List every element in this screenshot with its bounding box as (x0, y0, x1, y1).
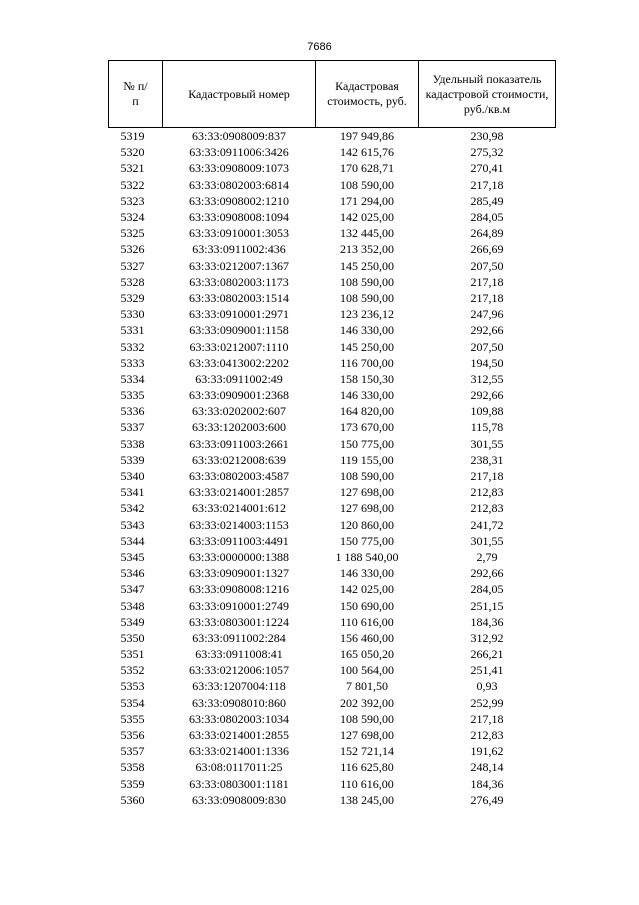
cadastral-number: 63:33:0212008:639 (191, 452, 286, 467)
unit-value: 301,55 (470, 436, 504, 451)
unit-value: 2,79 (476, 549, 498, 564)
cadastral-number: 63:33:0214001:612 (191, 501, 286, 516)
cadastral-value: 197 949,86 (340, 129, 394, 144)
cadastral-value: 132 445,00 (340, 226, 394, 241)
row-number: 5336 (120, 404, 145, 419)
table-row (109, 711, 556, 727)
table-row (109, 419, 556, 435)
row-number: 5359 (120, 776, 145, 791)
cadastral-value: 108 590,00 (340, 469, 394, 484)
row-number: 5326 (120, 242, 145, 257)
table-row (109, 695, 556, 711)
row-number: 5353 (120, 679, 145, 694)
cadastral-value: 158 150,30 (340, 371, 394, 386)
table-header (109, 61, 556, 128)
unit-value: 230,98 (470, 129, 504, 144)
row-number: 5340 (120, 469, 145, 484)
cadastral-number: 63:33:0909001:1327 (188, 566, 289, 581)
unit-value: 284,05 (470, 210, 504, 225)
row-number: 5329 (120, 290, 145, 305)
table-row (109, 662, 556, 678)
unit-value: 217,18 (470, 469, 504, 484)
row-number: 5334 (120, 371, 145, 386)
cadastral-value: 127 698,00 (340, 728, 394, 743)
cadastral-value: 150 775,00 (340, 533, 394, 548)
unit-value: 292,66 (470, 566, 504, 581)
cadastral-value: 142 025,00 (340, 582, 394, 597)
header-cadastral-number: Кадастровый номер (163, 61, 316, 128)
table-row (109, 468, 556, 484)
cadastral-number: 63:33:0202002:607 (191, 404, 286, 419)
table-row (109, 322, 556, 338)
row-number: 5356 (120, 728, 145, 743)
table-row (109, 517, 556, 533)
row-number: 5325 (120, 226, 145, 241)
table-row (109, 387, 556, 403)
cadastral-number: 63:33:0214001:2855 (188, 728, 289, 743)
cadastral-number: 63:33:0413002:2202 (188, 355, 289, 370)
cadastral-value: 150 775,00 (340, 436, 394, 451)
row-number: 5330 (120, 307, 145, 322)
cadastral-value: 152 721,14 (340, 744, 394, 759)
row-number: 5324 (120, 210, 145, 225)
unit-value: 312,92 (470, 630, 504, 645)
unit-value: 212,83 (470, 501, 504, 516)
cadastral-number: 63:33:0911002:284 (192, 630, 286, 645)
table-body (109, 128, 556, 808)
unit-value: 212,83 (470, 728, 504, 743)
table-row (109, 274, 556, 290)
page-number: 7686 (307, 41, 332, 53)
cadastral-value: 150 690,00 (340, 598, 394, 613)
unit-value: 184,36 (470, 614, 504, 629)
unit-value: 266,21 (470, 647, 504, 662)
cadastral-value: 142 025,00 (340, 210, 394, 225)
cadastral-number: 63:33:0908002:1210 (188, 193, 289, 208)
cadastral-value: 108 590,00 (340, 274, 394, 289)
table-row (109, 597, 556, 613)
table-row (109, 436, 556, 452)
table-row (109, 225, 556, 241)
cadastral-number: 63:33:0910001:3053 (188, 226, 289, 241)
cadastral-number: 63:33:0212007:1110 (189, 339, 289, 354)
cadastral-value: 108 590,00 (340, 711, 394, 726)
cadastral-number: 63:33:0802003:6814 (188, 177, 289, 192)
row-number: 5335 (120, 388, 145, 403)
unit-value: 115,78 (470, 420, 504, 435)
unit-value: 266,69 (470, 242, 504, 257)
table-row (109, 258, 556, 274)
header-num: № п/п (109, 61, 163, 128)
cadastral-number: 63:33:0908008:1094 (188, 210, 289, 225)
table-row (109, 290, 556, 306)
table-row (109, 128, 556, 145)
cadastral-number: 63:33:0212007:1367 (188, 258, 289, 273)
cadastral-value: 145 250,00 (340, 339, 394, 354)
unit-value: 0,93 (476, 679, 498, 694)
cadastral-number: 63:33:0911008:41 (195, 647, 283, 662)
cadastral-number: 63:33:0802003:1173 (189, 274, 289, 289)
cadastral-number: 63:33:0803001:1181 (189, 776, 289, 791)
unit-value: 184,36 (470, 776, 504, 791)
row-number: 5323 (120, 193, 145, 208)
cadastral-number: 63:33:0908009:837 (191, 129, 286, 144)
unit-value: 247,96 (470, 307, 504, 322)
row-number: 5348 (120, 598, 145, 613)
row-number: 5352 (120, 663, 145, 678)
table-row (109, 533, 556, 549)
row-number: 5351 (120, 647, 145, 662)
row-number: 5355 (120, 711, 145, 726)
cadastral-value: 156 460,00 (340, 630, 394, 645)
table-row (109, 452, 556, 468)
cadastral-number: 63:33:0909001:1158 (189, 323, 289, 338)
row-number: 5358 (120, 760, 145, 775)
cadastral-number: 63:33:0911002:436 (192, 242, 286, 257)
row-number: 5320 (120, 145, 145, 160)
table-row (109, 500, 556, 516)
cadastral-number: 63:33:0212006:1057 (188, 663, 289, 678)
row-number: 5322 (120, 177, 145, 192)
unit-value: 238,31 (470, 452, 504, 467)
unit-value: 191,62 (470, 744, 504, 759)
cadastral-value: 138 245,00 (340, 792, 394, 807)
row-number: 5331 (120, 323, 145, 338)
row-number: 5338 (120, 436, 145, 451)
row-number: 5339 (120, 452, 145, 467)
row-number: 5360 (120, 792, 145, 807)
row-number: 5321 (120, 161, 145, 176)
unit-value: 207,50 (470, 258, 504, 273)
cadastral-value: 116 625,80 (340, 760, 394, 775)
row-number: 5345 (120, 549, 145, 564)
unit-value: 276,49 (470, 792, 504, 807)
cadastral-number: 63:33:0802003:4587 (188, 469, 289, 484)
table-row (109, 581, 556, 597)
cadastral-value: 171 294,00 (340, 193, 394, 208)
table-row (109, 403, 556, 419)
cadastral-value: 119 155,00 (340, 452, 394, 467)
cadastral-number: 63:08:0117011:25 (195, 760, 283, 775)
table-row (109, 759, 556, 775)
unit-value: 109,88 (470, 404, 504, 419)
unit-value: 275,32 (470, 145, 504, 160)
table-row (109, 484, 556, 500)
header-row (109, 61, 556, 128)
cadastral-value: 145 250,00 (340, 258, 394, 273)
cadastral-value: 108 590,00 (340, 177, 394, 192)
unit-value: 292,66 (470, 388, 504, 403)
table-row (109, 144, 556, 160)
cadastral-number: 63:33:0908010:860 (191, 695, 286, 710)
row-number: 5328 (120, 274, 145, 289)
unit-value: 217,18 (470, 177, 504, 192)
table-row (109, 727, 556, 743)
cadastral-number: 63:33:0909001:2368 (188, 388, 289, 403)
cadastral-number: 63:33:0908009:830 (191, 792, 286, 807)
cadastral-table (108, 60, 556, 808)
row-number: 5337 (120, 420, 145, 435)
cadastral-value: 146 330,00 (340, 388, 394, 403)
table-row (109, 355, 556, 371)
unit-value: 217,18 (470, 274, 504, 289)
cadastral-value: 120 860,00 (340, 517, 394, 532)
cadastral-value: 202 392,00 (340, 695, 394, 710)
row-number: 5350 (120, 630, 145, 645)
table-row (109, 678, 556, 694)
header-unit-value: Удельный показатель кадастровой стоимости, руб./кв.м (419, 61, 556, 128)
unit-value: 264,89 (470, 226, 504, 241)
cadastral-number: 63:33:1202003:600 (191, 420, 286, 435)
cadastral-number: 63:33:0214001:2857 (188, 485, 289, 500)
cadastral-number: 63:33:0911006:3426 (189, 145, 289, 160)
table-row (109, 338, 556, 354)
unit-value: 248,14 (470, 760, 504, 775)
table-row (109, 160, 556, 176)
row-number: 5346 (120, 566, 145, 581)
table-row (109, 792, 556, 808)
unit-value: 217,18 (470, 290, 504, 305)
table-row (109, 193, 556, 209)
cadastral-value: 164 820,00 (340, 404, 394, 419)
cadastral-number: 63:33:0000000:1388 (188, 549, 289, 564)
cadastral-number: 63:33:0908009:1073 (188, 161, 289, 176)
table-row (109, 776, 556, 792)
row-number: 5319 (120, 129, 145, 144)
unit-value: 217,18 (470, 711, 504, 726)
cadastral-number: 63:33:0803001:1224 (188, 614, 289, 629)
table-row (109, 646, 556, 662)
table-row (109, 630, 556, 646)
unit-value: 241,72 (470, 517, 504, 532)
cadastral-value: 100 564,00 (340, 663, 394, 678)
cadastral-value: 165 050,20 (340, 647, 394, 662)
unit-value: 252,99 (470, 695, 504, 710)
row-number: 5343 (120, 517, 145, 532)
unit-value: 251,15 (470, 598, 504, 613)
cadastral-number: 63:33:0910001:2971 (188, 307, 289, 322)
unit-value: 301,55 (470, 533, 504, 548)
cadastral-number: 63:33:0214001:1336 (188, 744, 289, 759)
cadastral-number: 63:33:0214003:1153 (189, 517, 289, 532)
unit-value: 194,50 (470, 355, 504, 370)
table-row (109, 565, 556, 581)
row-number: 5332 (120, 339, 145, 354)
row-number: 5327 (120, 258, 145, 273)
cadastral-value: 142 615,76 (340, 145, 394, 160)
table-row (109, 209, 556, 225)
unit-value: 312,55 (470, 371, 504, 386)
table-row (109, 241, 556, 257)
cadastral-value: 110 616,00 (340, 776, 394, 791)
cadastral-value: 110 616,00 (340, 614, 394, 629)
cadastral-value: 173 670,00 (340, 420, 394, 435)
unit-value: 292,66 (470, 323, 504, 338)
unit-value: 212,83 (470, 485, 504, 500)
table-row (109, 306, 556, 322)
table-row (109, 549, 556, 565)
row-number: 5347 (120, 582, 145, 597)
cadastral-value: 123 236,12 (340, 307, 394, 322)
row-number: 5357 (120, 744, 145, 759)
cadastral-number: 63:33:0802003:1034 (188, 711, 289, 726)
cadastral-value: 1 188 540,00 (335, 549, 399, 564)
row-number: 5341 (120, 485, 145, 500)
unit-value: 207,50 (470, 339, 504, 354)
cadastral-value: 116 700,00 (340, 355, 394, 370)
table-row (109, 177, 556, 193)
cadastral-value: 7 801,50 (346, 679, 388, 694)
unit-value: 284,05 (470, 582, 504, 597)
cadastral-number: 63:33:0911002:49 (195, 371, 283, 386)
cadastral-number: 63:33:0910001:2749 (188, 598, 289, 613)
table-row (109, 743, 556, 759)
cadastral-number: 63:33:0802003:1514 (188, 290, 289, 305)
cadastral-number: 63:33:0911003:4491 (189, 533, 289, 548)
cadastral-value: 170 628,71 (340, 161, 394, 176)
unit-value: 251,41 (470, 663, 504, 678)
row-number: 5342 (120, 501, 145, 516)
row-number: 5333 (120, 355, 145, 370)
cadastral-value: 127 698,00 (340, 501, 394, 516)
row-number: 5354 (120, 695, 145, 710)
cadastral-number: 63:33:1207004:118 (192, 679, 286, 694)
header-cadastral-value: Кадастровая стоимость, руб. (316, 61, 419, 128)
cadastral-value: 146 330,00 (340, 566, 394, 581)
cadastral-value: 127 698,00 (340, 485, 394, 500)
unit-value: 270,41 (470, 161, 504, 176)
row-number: 5349 (120, 614, 145, 629)
cadastral-value: 108 590,00 (340, 290, 394, 305)
row-number: 5344 (120, 533, 145, 548)
cadastral-value: 146 330,00 (340, 323, 394, 338)
cadastral-number: 63:33:0911003:2661 (189, 436, 289, 451)
table-row (109, 371, 556, 387)
table-row (109, 614, 556, 630)
cadastral-value: 213 352,00 (340, 242, 394, 257)
cadastral-number: 63:33:0908008:1216 (188, 582, 289, 597)
unit-value: 285,49 (470, 193, 504, 208)
